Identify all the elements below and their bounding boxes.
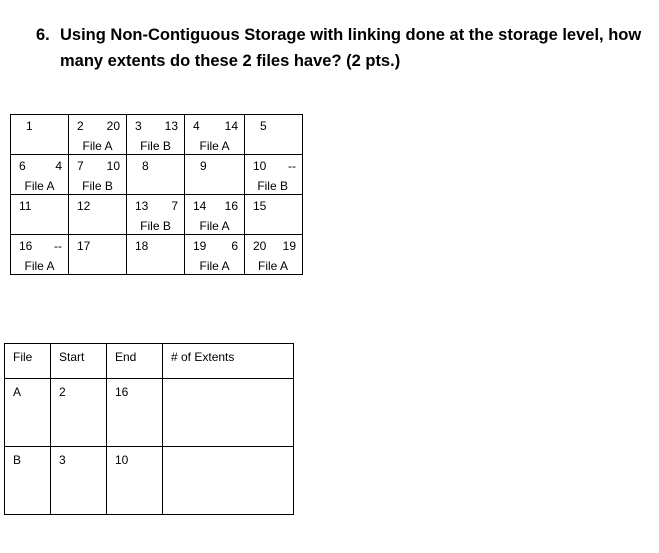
next-block-link: 16	[224, 199, 238, 213]
file-label: File A	[257, 259, 288, 273]
block-number: 1	[26, 119, 33, 133]
storage-block	[185, 155, 245, 195]
storage-block	[245, 195, 303, 235]
storage-block	[11, 195, 69, 235]
block-number: 5	[260, 119, 267, 133]
block-number: 16	[19, 239, 33, 253]
grid-row	[11, 155, 303, 195]
storage-block	[245, 155, 303, 195]
next-block-link: --	[54, 239, 62, 253]
header-start: Start	[51, 344, 107, 379]
start-cell: 2	[51, 379, 107, 447]
storage-block	[69, 115, 127, 155]
file-label: File B	[257, 179, 288, 193]
block-number: 10	[253, 159, 267, 173]
storage-block	[127, 235, 185, 275]
next-block-link: 7	[171, 199, 178, 213]
file-label: File B	[140, 139, 171, 153]
storage-block	[127, 155, 185, 195]
storage-block	[245, 115, 303, 155]
storage-block	[245, 235, 303, 275]
answer-table	[4, 343, 294, 515]
file-label: File A	[199, 259, 230, 273]
header-file: File	[5, 344, 51, 379]
block-number: 3	[135, 119, 142, 133]
file-label: File A	[24, 259, 55, 273]
header-end: End	[107, 344, 163, 379]
file-label: File B	[82, 179, 113, 193]
file-cell: B	[5, 447, 51, 515]
next-block-link: 10	[106, 159, 120, 173]
file-cell: A	[5, 379, 51, 447]
next-block-link: 13	[164, 119, 178, 133]
block-number: 8	[142, 159, 149, 173]
grid-row	[11, 195, 303, 235]
storage-block	[185, 235, 245, 275]
block-number: 2	[77, 119, 84, 133]
next-block-link: --	[288, 159, 296, 173]
file-label: File B	[140, 219, 171, 233]
block-number: 13	[135, 199, 149, 213]
block-number: 12	[77, 199, 91, 213]
block-number: 19	[193, 239, 207, 253]
block-number: 4	[193, 119, 200, 133]
grid-row	[11, 115, 303, 155]
storage-block	[127, 115, 185, 155]
end-cell: 10	[107, 447, 163, 515]
next-block-link: 6	[231, 239, 238, 253]
block-number: 18	[135, 239, 149, 253]
answer-row-a	[5, 379, 294, 447]
storage-grid	[10, 114, 303, 275]
storage-block	[127, 195, 185, 235]
block-number: 7	[77, 159, 84, 173]
extents-answer-cell[interactable]	[163, 447, 294, 515]
file-label: File A	[24, 179, 55, 193]
storage-block	[185, 115, 245, 155]
block-number: 17	[77, 239, 91, 253]
answer-row-b	[5, 447, 294, 515]
next-block-link: 20	[106, 119, 120, 133]
grid-row	[11, 235, 303, 275]
file-label: File A	[199, 139, 230, 153]
block-number: 14	[193, 199, 207, 213]
storage-block	[11, 115, 69, 155]
next-block-link: 19	[282, 239, 296, 253]
next-block-link: 4	[55, 159, 62, 173]
storage-block	[11, 235, 69, 275]
header-extents: # of Extents	[163, 344, 294, 379]
start-cell: 3	[51, 447, 107, 515]
block-number: 9	[200, 159, 207, 173]
question-text: Using Non-Contiguous Storage with linking done at the storage level, how many extents do these 2 files have? (2 pts.)	[60, 26, 642, 70]
block-number: 15	[253, 199, 267, 213]
storage-block	[69, 235, 127, 275]
storage-block	[69, 155, 127, 195]
next-block-link: 14	[224, 119, 238, 133]
extents-answer-cell[interactable]	[163, 379, 294, 447]
answer-header-row	[5, 344, 294, 379]
storage-block	[69, 195, 127, 235]
storage-block	[11, 155, 69, 195]
block-number: 6	[19, 159, 26, 173]
end-cell: 16	[107, 379, 163, 447]
file-label: File A	[82, 139, 113, 153]
file-label: File A	[199, 219, 230, 233]
block-number: 20	[253, 239, 267, 253]
block-number: 11	[19, 199, 32, 213]
question-number: 6.	[36, 26, 50, 44]
storage-block	[185, 195, 245, 235]
